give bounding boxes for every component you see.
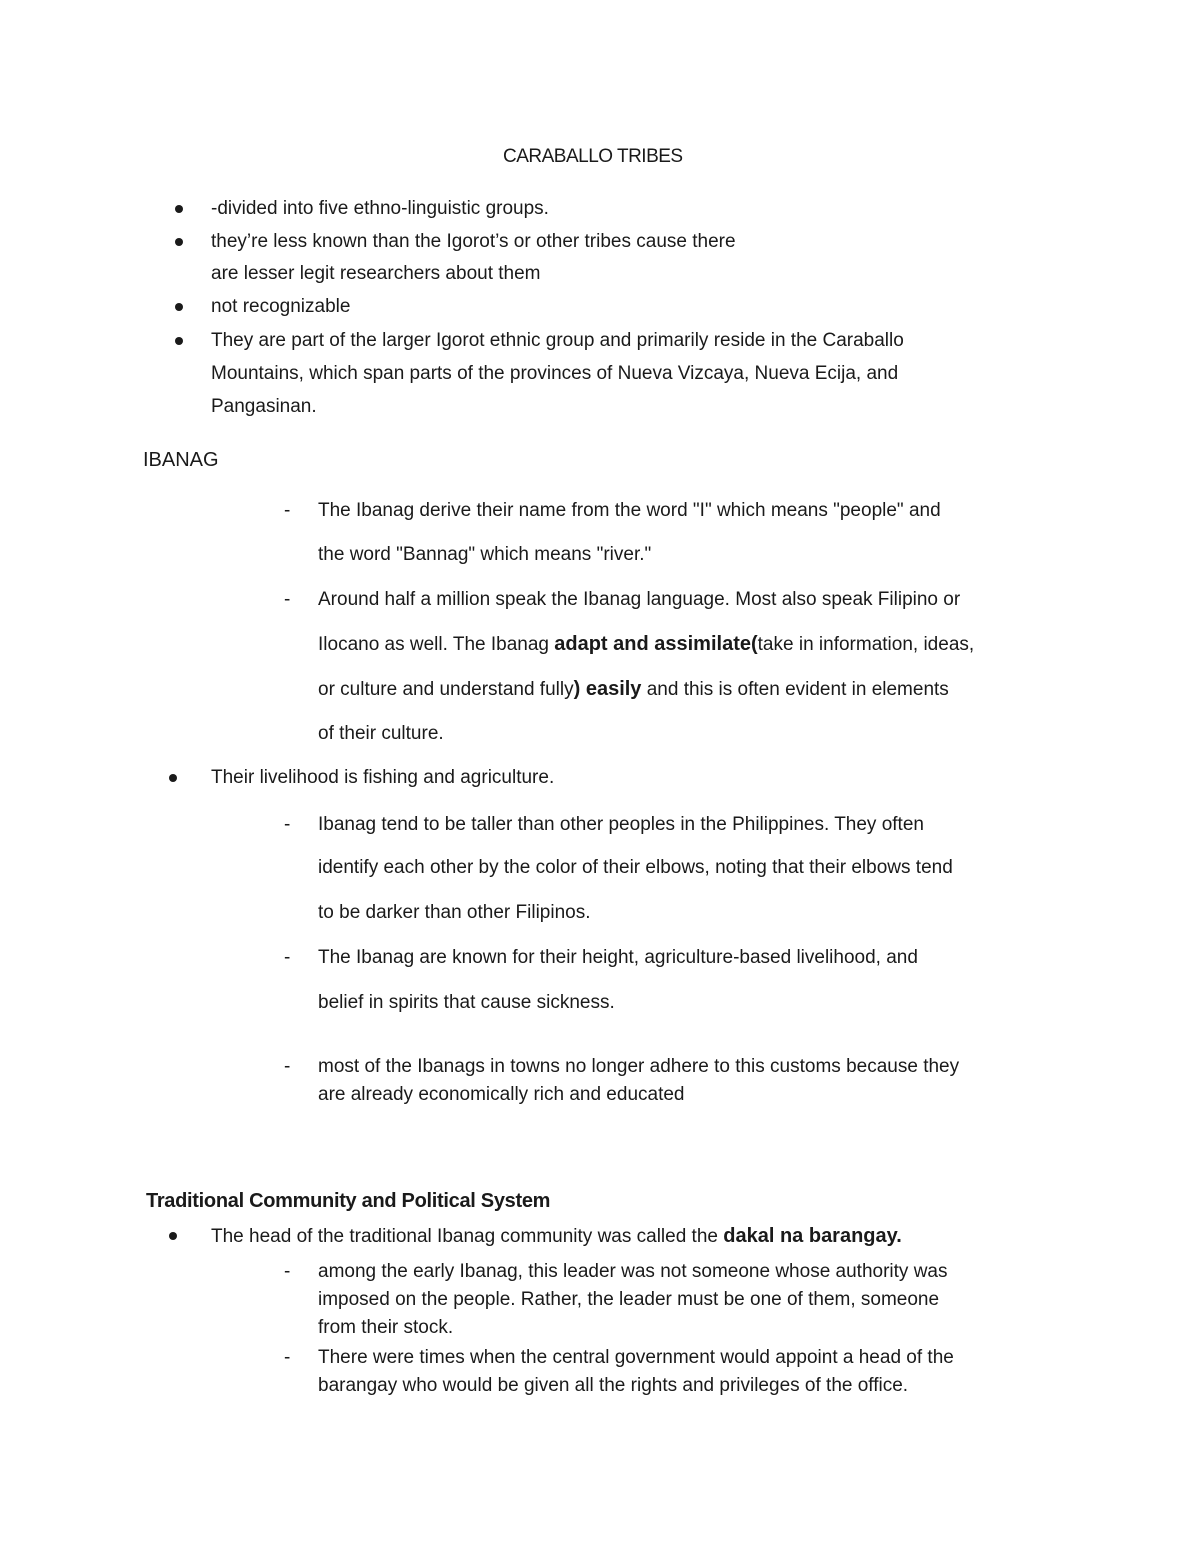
dash-marker: - [284, 589, 291, 610]
bullet-marker [175, 337, 183, 345]
bullet-marker [169, 774, 177, 782]
dash-text [318, 632, 974, 657]
dash-text: Around half a million speak the Ibanag language. Most also speak Filipino or [318, 589, 961, 610]
bullet-marker [175, 303, 183, 311]
page-title: CARABALLO TRIBES [503, 146, 683, 167]
text-run: take in information, ideas, [757, 634, 975, 655]
bullet-text: -divided into five ethno-linguistic groups. [211, 198, 549, 219]
text-run: or culture and understand fully [318, 679, 574, 700]
bullet-marker [175, 238, 183, 246]
text-run: The head of the traditional Ibanag community was called the [211, 1226, 724, 1247]
dash-text: are already economically rich and educated [318, 1084, 685, 1105]
dash-text: identify each other by the color of their elbows, noting that their elbows tend [318, 857, 953, 878]
dash-marker: - [284, 500, 291, 521]
dash-marker: - [284, 1261, 291, 1282]
dash-text: There were times when the central government would appoint a head of the [318, 1347, 954, 1368]
dash-text: Ibanag tend to be taller than other peoples in the Philippines. They often [318, 814, 924, 835]
dash-marker: - [284, 1347, 291, 1368]
text-run: Ilocano as well. The Ibanag [318, 634, 555, 655]
dash-marker: - [284, 814, 291, 835]
dash-text: from their stock. [318, 1317, 454, 1338]
bullet-text: Pangasinan. [211, 396, 317, 417]
bullet-text: are lesser legit researchers about them [211, 263, 541, 284]
bullet-text [211, 1224, 902, 1249]
bold-term: adapt and assimilate( [554, 633, 758, 655]
dash-text: The Ibanag derive their name from the word "I" which means "people" and [318, 500, 941, 521]
bullet-text: they’re less known than the Igorot’s or other tribes cause there [211, 231, 736, 252]
dash-text: to be darker than other Filipinos. [318, 902, 591, 923]
dash-text [318, 677, 949, 702]
bullet-text: not recognizable [211, 296, 351, 317]
dash-marker: - [284, 947, 291, 968]
bold-term: ) easily [573, 678, 642, 700]
dash-text: belief in spirits that cause sickness. [318, 992, 615, 1013]
bold-term: dakal na barangay. [723, 1225, 902, 1247]
section-heading: IBANAG [143, 449, 219, 471]
dash-text: among the early Ibanag, this leader was not someone whose authority was [318, 1261, 948, 1282]
bullet-marker [175, 205, 183, 213]
bullet-text: Their livelihood is fishing and agriculture. [211, 767, 555, 788]
dash-text: most of the Ibanags in towns no longer adhere to this customs because they [318, 1056, 960, 1077]
dash-text: The Ibanag are known for their height, agriculture-based livelihood, and [318, 947, 918, 968]
bullet-marker [169, 1232, 177, 1240]
text-run: and this is often evident in elements [641, 679, 949, 700]
section-heading: Traditional Community and Political System [146, 1190, 551, 1212]
bullet-text: They are part of the larger Igorot ethnic group and primarily reside in the Caraballo [211, 330, 904, 351]
bullet-text: Mountains, which span parts of the provinces of Nueva Vizcaya, Nueva Ecija, and [211, 363, 899, 384]
dash-text: barangay who would be given all the rights and privileges of the office. [318, 1375, 909, 1396]
dash-text: imposed on the people. Rather, the leader must be one of them, someone [318, 1289, 940, 1310]
dash-text: the word "Bannag" which means "river." [318, 544, 652, 565]
dash-text: of their culture. [318, 723, 444, 744]
dash-marker: - [284, 1056, 291, 1077]
